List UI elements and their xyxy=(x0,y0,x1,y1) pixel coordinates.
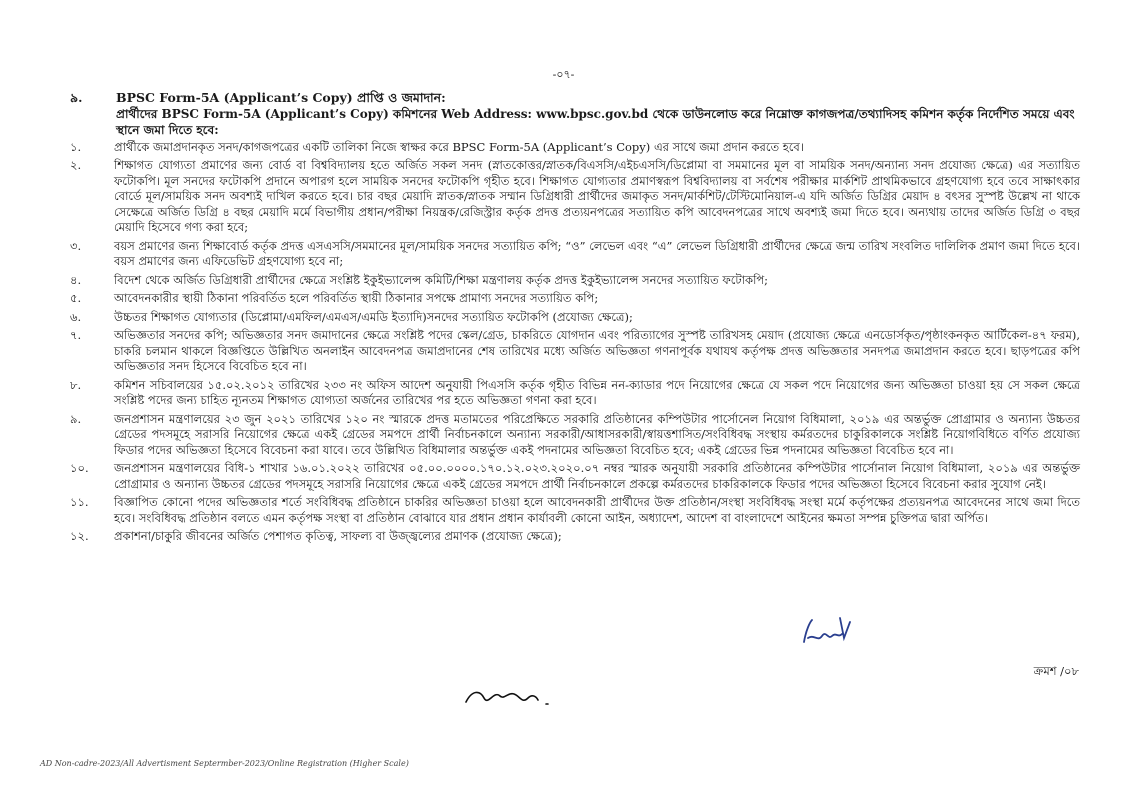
item-text: বিজ্ঞাপিত কোনো পদের অভিজ্ঞতার শর্তে সংবিধিবদ্ধ প্রতিষ্ঠানে চাকরির অভিজ্ঞতা চাওয়া হলে আবেদনকারী প্রার্থীদের উক্ত প্রতিষ্ঠান/সংস্থা সংবিধিবদ্ধ সংস্থা মর্মে কর্তৃপক্ষের প্রত্যয়নপত্র আবেদনের সাথে জমা দিতে হবে। সংবিধিবদ্ধ প্রতিষ্ঠান বলতে এমন কর্তৃপক্ষ সংস্থা বা প্রতিষ্ঠান বোঝাবে যার প্রধান প্রধান কার্যাবলী কোনো আইন, অধ্যাদেশ, আদেশ বা বাংলাদেশে আইনের ক্ষমতা সম্পন্ন চুক্তিপত্র দ্বারা অর্পিত। xyxy=(114,495,1080,525)
initials-signature xyxy=(800,612,860,652)
signature xyxy=(462,682,572,720)
item-number: ৮. xyxy=(70,377,82,392)
item-text: প্রকাশনা/চাকুরি জীবনের অর্জিত পেশাগত কৃতিত্ব, সাফল্য বা উজ্জ্বল্যের প্রমাণক (প্রযোজ্য ক্ষেত্রে); xyxy=(114,529,562,543)
item-number: ১. xyxy=(70,139,82,154)
item-number: ৭. xyxy=(70,328,82,342)
item-text: আবেদনকারীর স্থায়ী ঠিকানা পরিবর্তিত হলে পরিবর্তিত স্থায়ী ঠিকানার সপক্ষে প্রামাণ্য সনদের সত্যায়িত কপি; xyxy=(114,291,599,305)
item-number: ৫. xyxy=(70,291,82,305)
section-heading xyxy=(70,90,1080,106)
item-number: ১১. xyxy=(70,495,89,509)
item-number: ৬. xyxy=(70,309,82,324)
section-number: ৯. xyxy=(70,90,83,105)
footer-reference: AD Non-cadre-2023/All Advertisment Septermber-2023/Online Registration (Higher Scale) xyxy=(40,759,409,768)
page-number: -০৭- xyxy=(552,68,575,81)
section-intro: প্রার্থীদের BPSC Form-5A (Applicant’s Copy) কমিশনের Web Address: www.bpsc.gov.bd থেকে ডাউনলোড করে নিম্নোক্ত কাগজপত্র/তথ্যাদিসহ কমিশন কর্তৃক নির্দেশিত সময়ে এবং স্থানে জমা দিতে হবে: xyxy=(116,106,1075,137)
item-text: জনপ্রশাসন মন্ত্রণালয়ের বিধি-১ শাখার ১৬.০১.২০২২ তারিখের ০৫.০০.০০০০.১৭০.১২.০২৩.২০২০.০৭ নম্বর স্মারক অনুযায়ী সরকারি প্রতিষ্ঠানের কম্পিউটার পার্সোনাল নিয়োগ বিধিমালা, ২০১৯ এর অন্তর্ভুক্ত প্রোগ্রামার ও অন্যান্য উচ্চতর গ্রেডের পদসমূহে সরাসরি নিয়োগের ক্ষেত্রে একই গ্রেডের সমপদে প্রার্থী নির্বাচনকালে প্রকল্পে কর্মরতদের চাকরিকালকে ফিডার পদের অভিজ্ঞতা হিসেবে বিবেচনা করার সুযোগ নেই। xyxy=(114,461,1080,491)
list-item xyxy=(70,461,1080,492)
list-item xyxy=(70,158,1080,236)
item-text: কমিশন সচিবালয়ের ১৫.০২.২০১২ তারিখের ২৩৩ নং অফিস আদেশ অনুযায়ী পিএসসি কর্তৃক গৃহীত বিভিন্ন নন-ক্যাডার পদে নিয়োগের ক্ষেত্রে যে সকল পদে নিয়োগের জন্য অভিজ্ঞতা চাওয়া হয় সে সকল ক্ষেত্রে সংশ্লিষ্ট পদের জন্য চাহিত ন্যূনতম শিক্ষাগত যোগ্যতা অর্জনের তারিখের পর হতে অভিজ্ঞতা গণনা করা হবে। xyxy=(114,377,1080,407)
item-text: জনপ্রশাসন মন্ত্রণালয়ের ২৩ জুন ২০২১ তারিখের ১২০ নং স্মারকে প্রদত্ত মতামতের পরিপ্রেক্ষিতে সরকারি প্রতিষ্ঠানের কম্পিউটার পার্সোনেল নিয়োগ বিধিমালা, ২০১৯ এর অন্তর্ভুক্ত প্রোগ্রামার ও অন্যান্য উচ্চতর গ্রেডের পদসমূহে সরাসরি নিয়োগের ক্ষেত্রে একই গ্রেডের সমপদে প্রার্থী নির্বাচনকালে অন্যান্য সরকারী/আধাসরকারী/স্বায়ত্তশাসিত/সংবিধিবদ্ধ সংস্থায় কর্মরতদের চাকুরিকালকে সংশ্লিষ্ট নিয়োগবিধিতে বর্ণিত প্রযোজ্য ফিডার পদের অভিজ্ঞতা হিসেবে বিবেচনা করা যাবে। তবে উল্লিখিত বিধিমালার অন্তর্ভুক্ত একই পদনামের অভিজ্ঞতা বিবেচিত হবে; একই গ্রেডের ভিন্ন পদনামের অভিজ্ঞতা বিবেচিত হবে না। xyxy=(114,411,1080,457)
list-item xyxy=(70,291,1080,307)
item-text: অভিজ্ঞতার সনদের কপি; অভিজ্ঞতার সনদ জমাদানের ক্ষেত্রে সংশ্লিষ্ট পদের স্কেল/গ্রেড, চাকরিতে যোগদান এবং পরিত্যাগের সুস্পষ্ট তারিখসহ মেয়াদ (প্রযোজ্য ক্ষেত্রে এনডোর্সকৃত/পৃষ্ঠাংকনকৃত আর্টিকেল-৪৭ ফরম), চাকরি চলমান থাকলে বিজ্ঞপ্তিতে উল্লিখিত অনলাইন আবেদনপত্র জমাপ্রদানের শেষ তারিখের মধ্যে অর্জিত অভিজ্ঞতা গণনাপূর্বক যথাযথ কর্তৃপক্ষ প্রদত্ত অভিজ্ঞতার সনদপত্র জমাপ্রদান করতে হবে। ছাড়পত্রের কপি অভিজ্ঞতার সনদ হিসেবে বিবেচিত হবে না। xyxy=(114,328,1080,373)
continued-note: ক্রমশ /০৮ xyxy=(1033,664,1079,678)
requirement-list xyxy=(70,140,1080,545)
item-number: ৯. xyxy=(70,411,82,426)
list-item xyxy=(70,378,1080,409)
section-form-5a xyxy=(70,90,1080,548)
section-title: BPSC Form-5A (Applicant’s Copy) প্রাপ্তি ও জমাদান: xyxy=(116,90,446,105)
list-item xyxy=(70,310,1080,326)
item-text: শিক্ষাগত যোগ্যতা প্রমাণের জন্য বোর্ড বা বিশ্ববিদ্যালয় হতে অর্জিত সকল সনদ (স্নাতকোত্তর/স্নাতক/বিএসসি/এইচএসসি/ডিপ্লোমা বা সমমানের মূল বা সাময়িক সনদ/অন্যান্য সনদ প্রযোজ্য ক্ষেত্রে) এর সত্যায়িত ফটোকপি। মূল সনদের ফটোকপি প্রদানে অপারগ হলে সাময়িক সনদের ফটোকপি গৃহীত হবে। শিক্ষাগত যোগ্যতার প্রমাণস্বরূপ বিশ্ববিদ্যালয় বা সর্বশেষ পরীক্ষার মার্কশিট প্রাথমিকভাবে গ্রহণযোগ্য হবে তবে সাক্ষাৎকার বোর্ডে মূল/সাময়িক সনদ অবশ্যই দাখিল করতে হবে। চার বছর মেয়াদি স্নাতক/স্নাতক সম্মান ডিগ্রিধারী প্রার্থীদের জমাকৃত সনদ/মার্কশিট/টেস্টিমোনিয়াল-এ যদি অর্জিত ডিগ্রির মেয়াদ ৪ বৎসর সুস্পষ্ট উল্লেখ না থাকে সেক্ষেত্রে অর্জিত ডিগ্রি ৪ বছর মেয়াদি মর্মে বিভাগীয় প্রধান/পরীক্ষা নিয়ন্ত্রক/রেজিস্ট্রার কর্তৃক প্রদত্ত প্রত্যয়নপত্রের সত্যায়িত কপি আবেদনপত্রের সাথে অবশ্যই জমা দিতে হবে। অন্যথায় তাদের অর্জিত ডিগ্রি ৩ বছর মেয়াদি হিসেবে গণ্য করা হবে; xyxy=(114,158,1080,234)
item-number: ৩. xyxy=(70,238,82,253)
list-item xyxy=(70,495,1080,526)
item-text: প্রার্থীকে জমাপ্রদানকৃত সনদ/কাগজপত্রের একটি তালিকা নিজে স্বাক্ষর করে BPSC Form-5A (Applicant’s Copy) এর সাথে জমা প্রদান করতে হবে। xyxy=(114,139,804,154)
list-item xyxy=(70,412,1080,459)
item-number: ৪. xyxy=(70,272,82,287)
list-item xyxy=(70,529,1080,545)
item-text: বয়স প্রমাণের জন্য শিক্ষাবোর্ড কর্তৃক প্রদত্ত এসএসসি/সমমানের মূল/সাময়িক সনদের সত্যায়িত কপি; “ও” লেভেল এবং “এ” লেভেল ডিগ্রিধারী প্রার্থীদের ক্ষেত্রে জন্ম তারিখ সংবলিত দালিলিক প্রমাণ জমা দিতে হবে। বয়স প্রমাণের জন্য এফিডেভিট গ্রহণযোগ্য হবে না; xyxy=(114,238,1080,268)
item-number: ১০. xyxy=(70,461,89,475)
item-number: ২. xyxy=(70,158,82,172)
item-text: উচ্চতর শিক্ষাগত যোগ্যতার (ডিপ্লোমা/এমফিল/এমএস/এমডি ইত্যাদি)সনদের সত্যায়িত ফটোকপি (প্রযোজ্য ক্ষেত্রে); xyxy=(114,309,633,324)
item-number: ১২. xyxy=(70,529,89,543)
list-item xyxy=(70,328,1080,375)
list-item xyxy=(70,239,1080,270)
item-text: বিদেশ থেকে অর্জিত ডিগ্রিধারী প্রার্থীদের ক্ষেত্রে সংশ্লিষ্ট ইকুইভ্যালেন্স কমিটি/শিক্ষা মন্ত্রণালয় কর্তৃক প্রদত্ত ইকুইভ্যালেন্স সনদের সত্যায়িত ফটোকপি; xyxy=(114,272,769,287)
list-item xyxy=(70,273,1080,289)
list-item xyxy=(70,140,1080,156)
